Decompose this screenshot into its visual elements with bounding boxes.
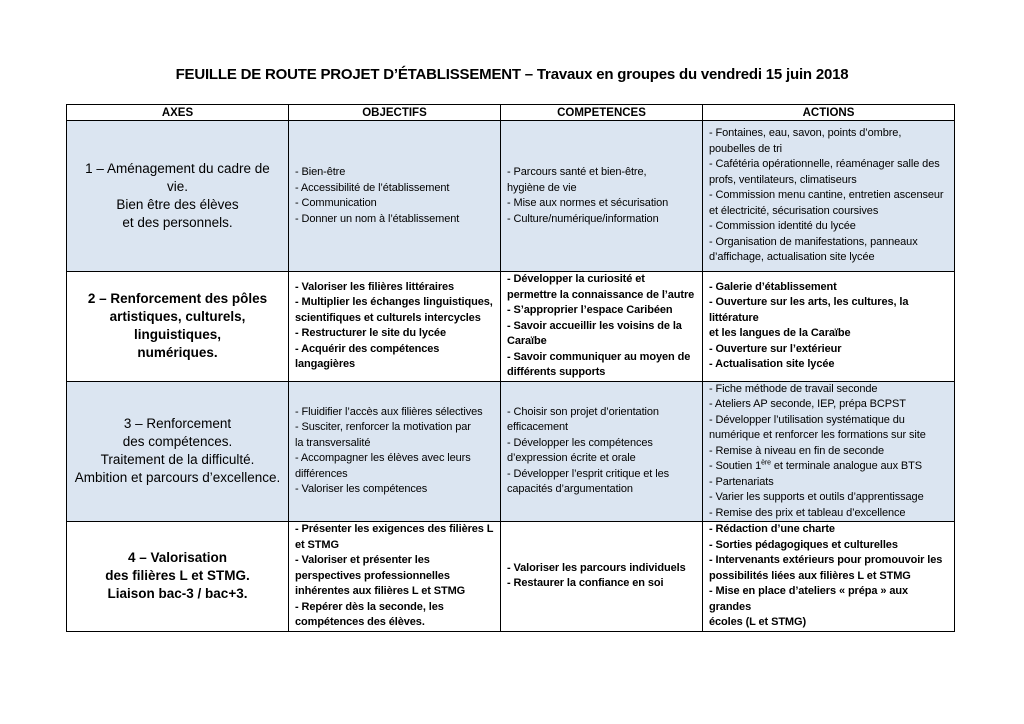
list-item-text: - Soutien 1 [709, 460, 762, 472]
list-item: permettre la connaissance de l’autre [507, 288, 695, 301]
axis-line: des compétences. [122, 434, 233, 450]
actions-cell [703, 272, 955, 382]
list-item: - Mise aux normes et sécurisation [507, 197, 669, 209]
list-item: Caraïbe [507, 335, 547, 347]
list-item: compétences des élèves. [295, 616, 425, 628]
list-item: - Valoriser les filières littéraires [295, 280, 455, 293]
competences-cell [501, 121, 703, 272]
list-item: - Valoriser et présenter les [295, 554, 430, 566]
list-item: - Mise en place d’ateliers « prépa » aux grandes [709, 585, 908, 613]
roadmap-table [66, 104, 955, 632]
list-item: - Restructurer le site du lycée [295, 327, 446, 340]
list-item: - Varier les supports et outils d’apprentissage [709, 491, 924, 503]
page-title: FEUILLE DE ROUTE PROJET D’ÉTABLISSEMENT – Travaux en groupes du vendredi 15 juin 2018 [175, 66, 849, 83]
list-item: - Bien-être [295, 166, 346, 178]
list-item: - Ouverture sur l’extérieur [709, 342, 842, 355]
list-item: - Développer la curiosité et [507, 273, 645, 285]
list-item: - Choisir son projet d’orientation [507, 405, 659, 418]
list-item: - Ateliers AP seconde, IEP, prépa BCPST [709, 398, 906, 410]
table-header-row [67, 105, 955, 121]
axis-line: et des personnels. [122, 215, 233, 230]
list-item: - Valoriser les compétences [295, 483, 428, 496]
list-item: - Actualisation site lycée [709, 358, 835, 371]
axis-line: 1 – Aménagement du cadre de vie. [85, 161, 270, 194]
axis-cell [67, 381, 289, 522]
list-item: - Accessibilité de l’établissement [295, 181, 450, 194]
list-item: - Repérer dès la seconde, les [295, 600, 444, 613]
list-item: - Culture/numérique/information [507, 212, 659, 225]
list-item: - Savoir communiquer au moyen de [507, 350, 691, 363]
list-item: capacités d’argumentation [507, 483, 633, 496]
list-item: - Ouverture sur les arts, les cultures, la littérature [709, 296, 909, 324]
list-item: la transversalité [295, 436, 371, 449]
objectifs-cell [289, 381, 501, 522]
list-item: - Développer l’utilisation systématique du [709, 413, 905, 426]
list-item: - Parcours santé et bien-être, [507, 166, 647, 178]
competences-cell [501, 522, 703, 632]
table-row [67, 121, 955, 272]
list-item: différents supports [507, 366, 606, 378]
list-item: inhérentes aux filières L et STMG [295, 585, 466, 597]
axis-line: 2 – Renforcement des pôles [87, 291, 268, 307]
axis-cell [67, 121, 289, 272]
competences-cell [501, 272, 703, 382]
list-item [709, 459, 948, 475]
axis-line: Ambition et parcours d’excellence. [74, 470, 281, 486]
list-item: - Rédaction d’une charte [709, 523, 835, 535]
header-objectifs: OBJECTIFS [289, 105, 501, 121]
list-item: d’expression écrite et orale [507, 452, 636, 465]
list-item: - Présenter les exigences des filières L [295, 523, 494, 535]
axis-cell [67, 272, 289, 382]
list-item-text: et terminale analogue aux BTS [770, 460, 923, 472]
table-row [67, 272, 955, 382]
header-competences: COMPETENCES [501, 105, 703, 121]
list-item: écoles (L et STMG) [709, 616, 807, 628]
list-item: - Multiplier les échanges linguistiques, [295, 296, 493, 309]
list-item: - Développer les compétences [507, 436, 653, 449]
list-item: numérique et renforcer les formations sur site [709, 429, 926, 441]
actions-cell [703, 121, 955, 272]
axis-line: Liaison bac-3 / bac+3. [107, 586, 248, 602]
list-item: hygiène de vie [507, 181, 577, 194]
list-item: - Organisation de manifestations, panneaux [709, 235, 918, 248]
superscript: ère [761, 459, 771, 467]
list-item: - Restaurer la confiance en soi [507, 577, 664, 590]
list-item: et STMG [295, 538, 339, 551]
list-item: - Donner un nom à l’établissement [295, 212, 460, 225]
list-item: - Galerie d’établissement [709, 280, 837, 293]
list-item: - Développer l’esprit critique et les [507, 467, 669, 480]
list-item: poubelles de tri [709, 142, 783, 155]
list-item: - Susciter, renforcer la motivation par [295, 421, 471, 434]
list-item: scientifiques et culturels intercycles [295, 311, 481, 324]
list-item: - Acquérir des compétences [295, 342, 440, 355]
list-item: - Sorties pédagogiques et culturelles [709, 538, 898, 551]
axis-line: Bien être des élèves [116, 197, 239, 212]
list-item: - Remise à niveau en fin de seconde [709, 444, 885, 457]
list-item: et électricité, sécurisation coursives [709, 204, 879, 217]
list-item: - Remise des prix et tableau d’excellence [709, 506, 906, 519]
axis-line: artistiques, culturels, linguistiques, [109, 309, 246, 343]
axis-line: Traitement de la difficulté. [100, 452, 255, 468]
list-item: - Commission menu cantine, entretien ascenseur [709, 189, 944, 202]
list-item: profs, ventilateurs, climatiseurs [709, 173, 857, 186]
list-item: - Savoir accueillir les voisins de la [507, 319, 682, 332]
list-item: - Fontaines, eau, savon, points d’ombre, [709, 127, 902, 140]
header-actions: ACTIONS [703, 105, 955, 121]
list-item: différences [295, 467, 348, 480]
list-item: - Fiche méthode de travail seconde [709, 382, 878, 395]
table-row [67, 381, 955, 522]
axis-line: 3 – Renforcement [123, 416, 232, 432]
objectifs-cell [289, 522, 501, 632]
list-item: et les langues de la Caraïbe [709, 327, 851, 340]
list-item: - Commission identité du lycée [709, 220, 856, 233]
header-axes: AXES [67, 105, 289, 121]
objectifs-cell [289, 272, 501, 382]
list-item: perspectives professionnelles [295, 569, 450, 582]
actions-cell [703, 381, 955, 522]
list-item: - Fluidifier l’accès aux filières sélectives [295, 405, 483, 418]
list-item: efficacement [507, 421, 568, 434]
list-item: - Valoriser les parcours individuels [507, 561, 686, 574]
objectifs-cell [289, 121, 501, 272]
axis-line: 4 – Valorisation [127, 550, 228, 566]
list-item: - Partenariats [709, 475, 774, 488]
list-item: possibilités liées aux filières L et STMG [709, 569, 911, 582]
list-item: d’affichage, actualisation site lycée [709, 251, 875, 264]
list-item: - Accompagner les élèves avec leurs [295, 452, 471, 465]
list-item: - Communication [295, 197, 377, 209]
table-row [67, 522, 955, 632]
list-item: langagières [295, 358, 356, 371]
list-item: - Intervenants extérieurs pour promouvoir les [709, 554, 943, 566]
axis-cell [67, 522, 289, 632]
axis-line: des filières L et STMG. [105, 568, 250, 584]
list-item: - Cafétéria opérationnelle, réaménager salle des [709, 158, 940, 171]
axis-line: numériques. [137, 345, 218, 361]
list-item: - S’approprier l’espace Caribéen [507, 304, 673, 316]
competences-cell [501, 381, 703, 522]
actions-cell [703, 522, 955, 632]
